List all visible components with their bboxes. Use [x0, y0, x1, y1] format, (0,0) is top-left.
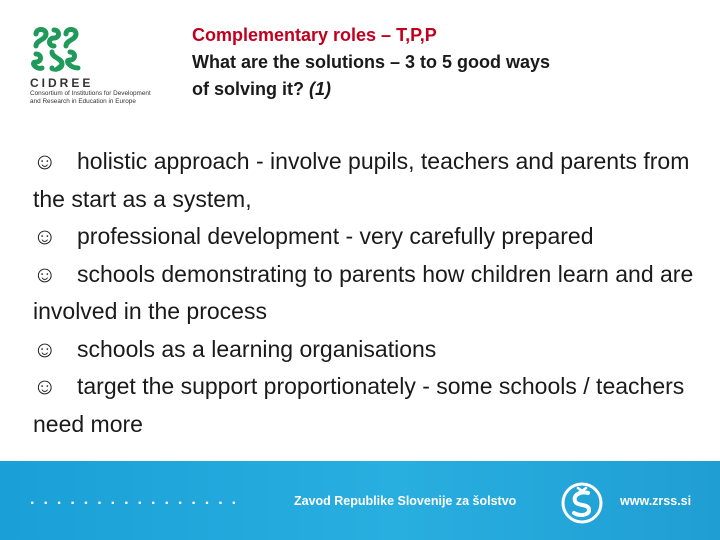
smiley-icon: ☺: [33, 260, 57, 287]
zrss-logo-icon: [560, 481, 604, 525]
cidree-subtitle: [30, 90, 190, 105]
bullet-text: schools demonstrating to parents how children learn and are involved in the process: [33, 260, 694, 324]
cidree-name: CIDREE: [30, 76, 94, 90]
bullet-list: [33, 143, 713, 443]
smiley-icon: ☺: [33, 335, 57, 362]
footer-bar: [0, 461, 720, 540]
bullet-item: [33, 368, 713, 443]
cidree-logo-icon: [30, 24, 86, 72]
footer-dots: ................: [30, 491, 246, 508]
institute-name: Zavod Republike Slovenije za šolstvo: [294, 494, 517, 508]
bullet-item: [33, 218, 713, 256]
title-line1: Complementary roles – T,P,P: [192, 25, 437, 45]
bullet-item: [33, 256, 713, 331]
title-line3-text: of solving it?: [192, 79, 304, 99]
title-line2: What are the solutions – 3 to 5 good ways: [192, 52, 551, 72]
smiley-icon: ☺: [33, 223, 57, 249]
bullet-item: [33, 143, 713, 218]
cidree-subtitle-line2: and Research in Education in Europe: [30, 97, 136, 105]
bullet-text: target the support proportionately - some schools / teachers need more: [33, 373, 685, 437]
bullet-item: [33, 331, 713, 369]
smiley-icon: ☺: [33, 148, 57, 174]
bullet-text: schools as a learning organisations: [77, 335, 437, 362]
slide-title: [192, 22, 702, 103]
title-line3: [192, 76, 702, 103]
title-line3-suffix: (1): [309, 79, 332, 99]
bullet-text: holistic approach - involve pupils, teachers and parents from the start as a system,: [33, 148, 690, 212]
smiley-icon: ☺: [33, 373, 57, 399]
bullet-text: professional development - very carefully prepared: [77, 223, 594, 249]
website-link[interactable]: www.zrss.si: [620, 494, 692, 508]
cidree-logo: [30, 24, 190, 108]
cidree-subtitle-line1: Consortium of Institutions for Development: [30, 90, 151, 97]
